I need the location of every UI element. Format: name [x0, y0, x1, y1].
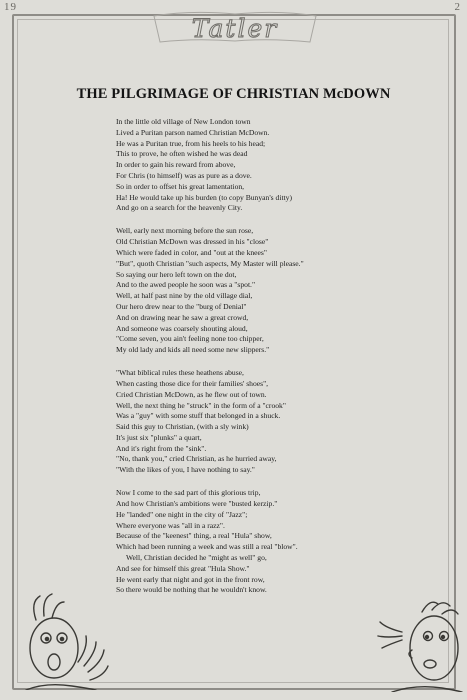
- stanza: [116, 117, 446, 214]
- poem-line: "Come seven, you ain't feeling none too chipper,: [116, 334, 264, 344]
- poem-line: In order to gain his reward from above,: [116, 160, 236, 170]
- poem-line: Which were faded in color, and "out at the knees": [116, 247, 267, 257]
- poem-line: Lived a Puritan parson named Christian McDown.: [116, 127, 270, 137]
- poem-line: He "landed" one night in the city of "Jazz";: [116, 509, 248, 519]
- poem-line: Now I come to the sad part of this glorious trip,: [116, 488, 261, 498]
- poem-line: He went early that night and got in the front row,: [116, 574, 265, 584]
- stanza: [116, 368, 446, 476]
- poem-line: So there would be nothing that he wouldn't know.: [116, 585, 267, 595]
- poem-line: It's just six "plunks" a quart,: [116, 432, 202, 442]
- poem-line: Old Christian McDown was dressed in his "close": [116, 237, 269, 247]
- poem-title: THE PILGRIMAGE OF CHRISTIAN McDOWN: [76, 86, 391, 102]
- poem-line: He was a Puritan true, from his heels to his head;: [116, 138, 266, 148]
- poem-line: Which had been running a week and was still a real "blow".: [116, 542, 298, 552]
- poem-body: [116, 117, 446, 608]
- poem-line: And see for himself this great "Hula Show.": [116, 563, 250, 573]
- poem-line: Our hero drew near to the "burg of Denial": [116, 301, 247, 311]
- poem-line: For Chris (to himself) was as pure as a dove.: [116, 170, 252, 180]
- poem-line: "But", quoth Christian "such aspects, My Master will please.": [116, 258, 304, 268]
- poem-line: Said this guy to Christian, (with a sly wink): [116, 422, 249, 432]
- poem-line: "What biblical rules these heathens abuse,: [116, 368, 244, 378]
- poem-line: And to the awed people he soon was a "spot.": [116, 280, 256, 290]
- poem-line: Because of the "keenest" thing, a real "Hula" show,: [116, 531, 272, 541]
- poem-line: And how Christian's ambitions were "busted kerzip.": [116, 499, 278, 509]
- poem-line: Cried Christian McDown, as he flew out of town.: [116, 389, 267, 399]
- poem-line: Ha! He would take up his burden (to copy Bunyan's ditty): [116, 192, 292, 202]
- masthead-banner: [150, 8, 320, 48]
- poem-line: Well, Christian decided he "might as well" go,: [126, 553, 267, 563]
- stanza: [116, 488, 446, 596]
- poem-line: Where everyone was "all in a razz".: [116, 520, 225, 530]
- poem-line: And go on a search for the heavenly City.: [116, 203, 243, 213]
- poem-line: "No, thank you," cried Christian, as he hurried away,: [116, 454, 277, 464]
- poem-line: My old lady and kids all need some new slippers.": [116, 345, 270, 355]
- poem-line: In the little old village of New London town: [116, 117, 251, 126]
- poem-line: And someone was coarsely shouting aloud,: [116, 323, 248, 333]
- page-number-right: 2: [454, 1, 461, 13]
- poem-line: Was a "guy" with some stuff that belonged in a shuck.: [116, 411, 281, 421]
- poem-line: So saying our hero left town on the dot,: [116, 269, 237, 279]
- cartoon-face-hands-raised-icon: [16, 590, 116, 690]
- cartoon-face-pointing-icon: [372, 592, 464, 692]
- poem-line: And on drawing near he saw a great crowd,: [116, 312, 249, 322]
- poem-line: This to prove, he often wished he was dead: [116, 149, 248, 159]
- poem-line: Well, early next morning before the sun rose,: [116, 226, 254, 236]
- poem-line: And it's right from the "sink".: [116, 443, 207, 453]
- poem-line: So in order to offset his great lamentation,: [116, 181, 245, 191]
- masthead-title: Tatler: [191, 14, 279, 43]
- poem-line: "With the likes of you, I have nothing to say.": [116, 465, 255, 475]
- poem-line: Well, the next thing he "struck" in the form of a "crook": [116, 400, 286, 410]
- poem-line: Well, at half past nine by the old village dial,: [116, 291, 253, 301]
- page-number-left: 19: [4, 1, 17, 13]
- stanza: [116, 226, 446, 356]
- poem-line: When casting those dice for their families' shoes",: [116, 378, 269, 388]
